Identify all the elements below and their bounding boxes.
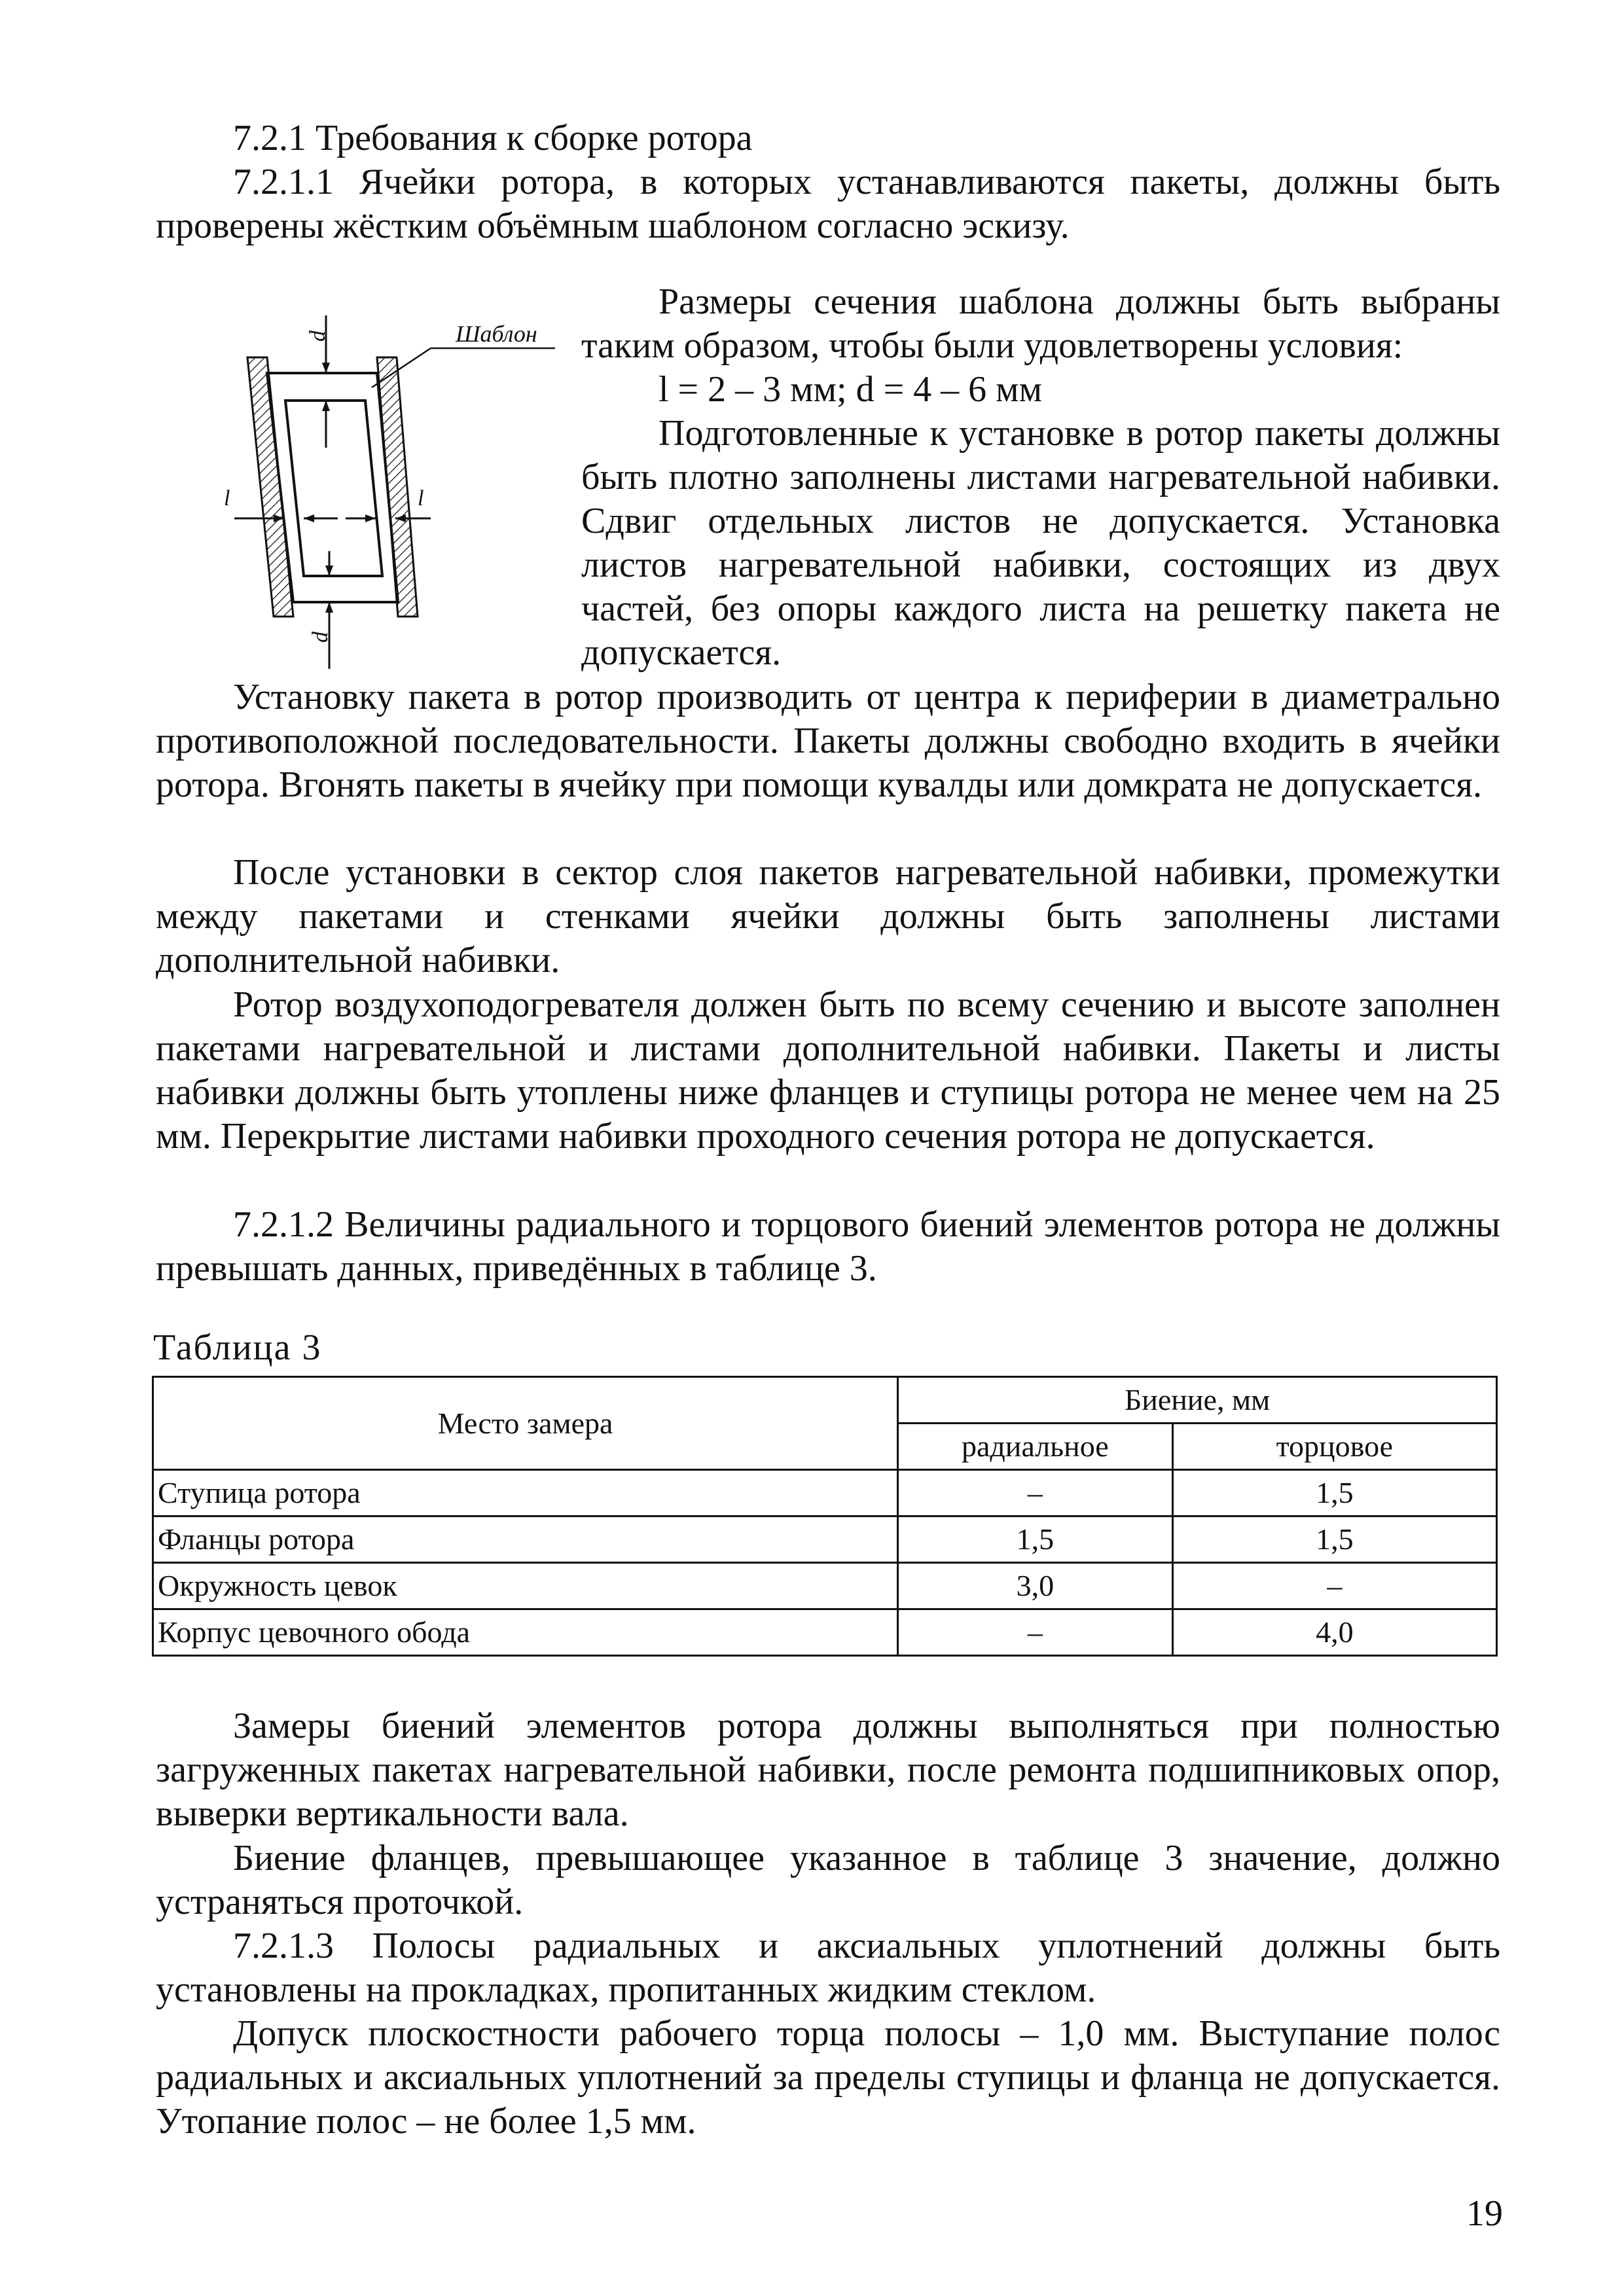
header-axial: торцовое — [1172, 1424, 1496, 1470]
cell-radial: – — [898, 1470, 1173, 1516]
table-row — [153, 1470, 1497, 1516]
paragraph-dimensions: Размеры сечения шаблона должны быть выбраны таким образом, чтобы были удовлетворены условия: — [581, 281, 1500, 366]
table-caption: Таблица 3 — [153, 1327, 322, 1368]
header-radial: радиальное — [898, 1424, 1173, 1470]
paragraph-install: Установку пакета в ротор производить от центра к периферии в диаметрально противоположной последовательности. Пакеты должны свободно входить в ячейки ротора. Вгонять пакеты в ячейку при помощи кувалды или домкрата не допускается. — [156, 677, 1500, 805]
cell-axial: 4,0 — [1172, 1609, 1496, 1656]
table-3 — [152, 1376, 1498, 1657]
header-place: Место замера — [153, 1377, 898, 1470]
cell-place: Корпус цевочного обода — [153, 1609, 898, 1656]
page-number: 19 — [1466, 2193, 1503, 2234]
cell-place: Окружность цевок — [153, 1563, 898, 1609]
paragraph-after-install: После установки в сектор слоя пакетов нагревательной набивки, промежутки между пакетами и стенками ячейки должны быть заполнены листами дополнительной набивки. — [156, 852, 1500, 980]
cell-radial: – — [898, 1609, 1173, 1656]
cell-place: Ступица ротора — [153, 1470, 898, 1516]
cell-radial: 1,5 — [898, 1516, 1173, 1563]
formula-l-d: l = 2 – 3 мм; d = 4 – 6 мм — [659, 369, 1043, 410]
label-d-top: d — [306, 331, 330, 342]
paragraph-7-2-1-3: 7.2.1.3 Полосы радиальных и аксиальных уплотнений должны быть установлены на прокладках, пропитанных жидким стеклом. — [156, 1926, 1500, 2010]
paragraph-rotor-filled: Ротор воздухоподогревателя должен быть по всему сечению и высоте заполнен пакетами нагревательной и листами дополнительной набивки. Пакеты и листы набивки должны быть утоплены ниже фланцев и ступицы ротора не менее чем на 25 мм. Перекрытие листами набивки проходного сечения ротора не допускается. — [156, 984, 1500, 1157]
paragraph-tolerance: Допуск плоскостности рабочего торца полосы – 1,0 мм. Выступание полос радиальных и аксиальных уплотнений за пределы ступицы и фланца не допускается. Утопание полос – не более 1,5 мм. — [156, 2013, 1500, 2142]
label-d-bottom: d — [308, 632, 333, 643]
section-heading: 7.2.1 Требования к сборке ротора — [233, 118, 753, 158]
paragraph-flange: Биение фланцев, превышающее указанное в таблице 3 значение, должно устраняться проточкой. — [156, 1838, 1500, 1922]
cell-axial: 1,5 — [1172, 1516, 1496, 1563]
label-l-right: l — [418, 486, 424, 511]
label-l-left: l — [224, 486, 230, 511]
cell-axial: 1,5 — [1172, 1470, 1496, 1516]
label-template: Шаблон — [456, 321, 537, 347]
paragraph-7-2-1-1: 7.2.1.1 Ячейки ротора, в которых устанавливаются пакеты, должны быть проверены жёстким объёмным шаблоном согласно эскизу. — [156, 162, 1500, 246]
cell-place: Фланцы ротора — [153, 1516, 898, 1563]
right-wall — [377, 357, 418, 617]
cell-radial: 3,0 — [898, 1563, 1173, 1609]
template-sketch — [208, 302, 575, 695]
paragraph-packets-prep: Подготовленные к установке в ротор пакеты должны быть плотно заполнены листами нагревательной набивки. Сдвиг отдельных листов не допускается. Установка листов нагревательной набивки, состоящих из двух частей, без опоры каждого листа на решетку пакета не допускается. — [581, 413, 1500, 673]
table-row — [153, 1563, 1497, 1609]
paragraph-7-2-1-2: 7.2.1.2 Величины радиального и торцового биений элементов ротора не должны превышать данных, приведённых в таблице 3. — [156, 1204, 1500, 1289]
template-inner — [285, 401, 382, 576]
cell-axial: – — [1172, 1563, 1496, 1609]
paragraph-measure: Замеры биений элементов ротора должны выполняться при полностью загруженных пакетах нагревательной набивки, после ремонта подшипниковых опор, выверки вертикальности вала. — [156, 1706, 1500, 1834]
header-runout: Биение, мм — [898, 1377, 1497, 1424]
table-row — [153, 1609, 1497, 1656]
table-row — [153, 1516, 1497, 1563]
